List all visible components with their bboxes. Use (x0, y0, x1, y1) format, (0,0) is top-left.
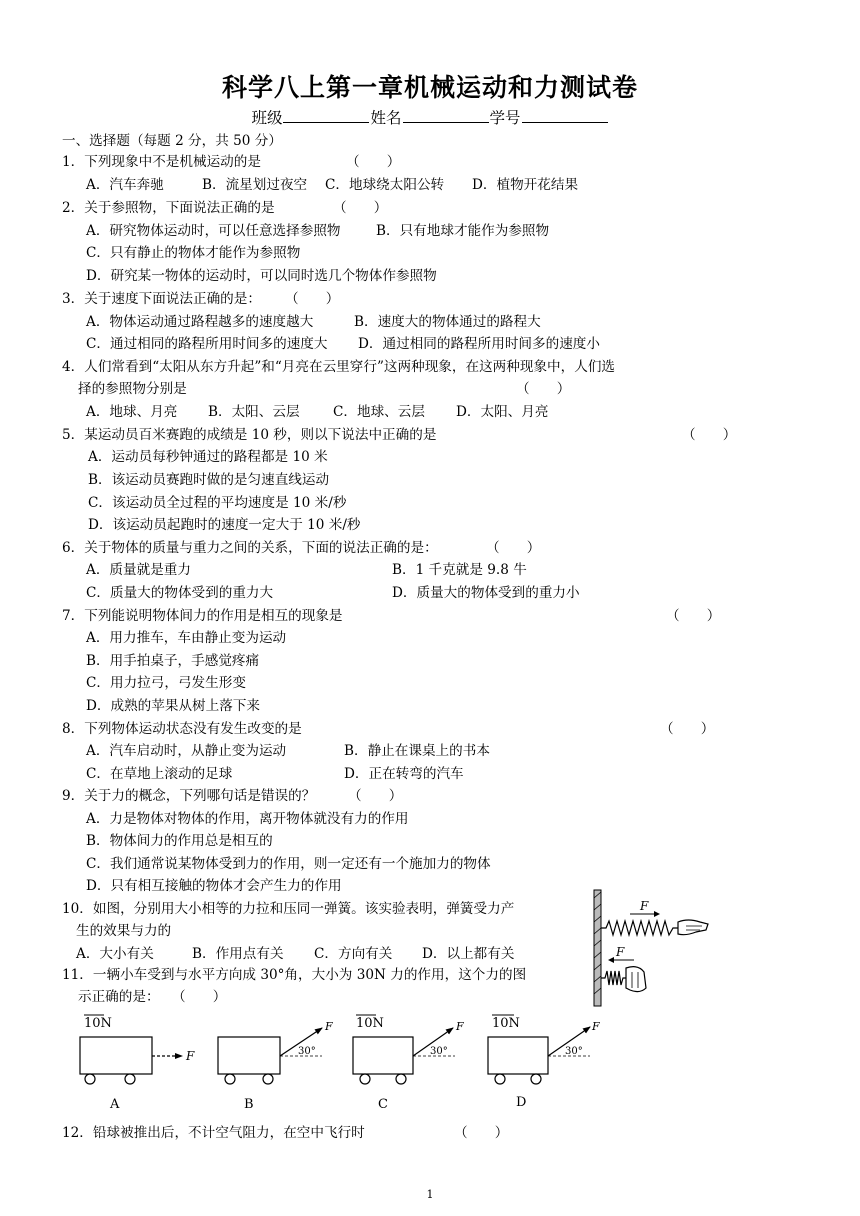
diagram-a-label: A (110, 1097, 120, 1112)
diagram-d-scale-label: 10N (492, 1016, 520, 1031)
diagram-c-force-label: F (456, 1020, 464, 1033)
question-2-option-c: C．只有静止的物体才能作为参照物 (86, 245, 301, 261)
question-7-option-c: C．用力拉弓，弓发生形变 (86, 675, 246, 691)
question-8-option-a: A．汽车启动时，从静止变为运动 (86, 743, 287, 759)
diagram-option-c (353, 1015, 464, 1112)
question-2-answer[interactable]: （ ） (333, 200, 388, 216)
page-title: 科学八上第一章机械运动和力测试卷 (221, 73, 638, 102)
question-9-option-a: A．力是物体对物体的作用，离开物体就没有力的作用 (86, 811, 409, 827)
name-label: 姓名 (370, 109, 402, 127)
question-1-option-c: C．地球绕太阳公转 (325, 177, 445, 193)
question-2-option-b: B．只有地球才能作为参照物 (376, 223, 550, 239)
diagram-option-a (80, 1015, 195, 1112)
question-7-option-b: B．用手拍桌子，手感觉疼痛 (86, 653, 260, 669)
diagram-a-scale-label: 10N (84, 1016, 112, 1031)
question-11-answer[interactable]: （ ） (172, 989, 227, 1005)
question-10-option-c: C．方向有关 (314, 946, 393, 962)
question-10-stem: 10．如图，分别用大小相等的力拉和压同一弹簧。该实验表明，弹簧受力产 (62, 901, 515, 917)
question-9-stem: 9．关于力的概念，下列哪句话是错误的？ (62, 788, 316, 804)
question-5-option-b: B．该运动员赛跑时做的是匀速直线运动 (88, 472, 330, 488)
diagram-d-force-label: F (592, 1020, 600, 1033)
question-1-answer[interactable]: （ ） (346, 154, 401, 170)
diagram-c-angle-label: 30° (430, 1046, 448, 1057)
section-heading: 一、选择题（每题 2 分，共 50 分） (62, 133, 282, 149)
question-1-option-b: B．流星划过夜空 (202, 177, 308, 193)
question-8-option-d: D．正在转弯的汽车 (344, 766, 464, 782)
question-1-option-d: D．植物开花结果 (472, 177, 579, 193)
question-2-option-a: A．研究物体运动时，可以任意选择参照物 (86, 223, 341, 239)
question-6-option-b: B．1 千克就是 9.8 牛 (392, 562, 527, 578)
question-4-option-c: C．地球、云层 (333, 404, 425, 420)
diagram-b-force-label: F (325, 1020, 333, 1033)
diagram-d-angle-label: 30° (565, 1046, 583, 1057)
question-4-option-d: D．太阳、月亮 (456, 404, 549, 420)
question-3-option-c: C．通过相同的路程所用时间多的速度大 (86, 336, 328, 352)
diagram-c-label: C (378, 1097, 388, 1112)
question-5-stem: 5．某运动员百米赛跑的成绩是 10 秒，则以下说法中正确的是 (62, 427, 437, 443)
question-1-stem: 1．下列现象中不是机械运动的是 (62, 154, 261, 170)
question-5-answer[interactable]: （ ） (682, 427, 737, 443)
question-9-answer[interactable]: （ ） (348, 788, 403, 804)
question-7-answer[interactable]: （ ） (666, 608, 721, 624)
question-3-option-a: A．物体运动通过路程越多的速度越大 (86, 314, 314, 330)
question-12-answer[interactable]: （ ） (454, 1125, 509, 1141)
question-10-option-d: D．以上都有关 (422, 946, 515, 962)
question-7-stem: 7．下列能说明物体间力的作用是相互的现象是 (62, 608, 343, 624)
diagram-d-label: D (516, 1095, 527, 1110)
spring-pull-force-label: F (640, 899, 649, 913)
student-info-line (0, 106, 860, 128)
question-11-stem: 11．一辆小车受到与水平方向成 30°角，大小为 30N 力的作用，这个力的图 (62, 967, 527, 983)
question-8-option-c: C．在草地上滚动的足球 (86, 766, 233, 782)
question-11-stem-continued: 示正确的是： (78, 989, 160, 1005)
question-10-option-b: B．作用点有关 (192, 946, 284, 962)
question-5-option-a: A．运动员每秒钟通过的路程都是 10 米 (88, 449, 328, 465)
diagram-option-b (218, 1020, 333, 1112)
question-4-stem: 4．人们常看到“太阳从东方升起”和“月亮在云里穿行”这两种现象，在这两种现象中，人们选 (62, 359, 616, 375)
diagram-c-scale-label: 10N (356, 1016, 384, 1031)
question-4-option-b: B．太阳、云层 (208, 404, 300, 420)
question-12-stem: 12．铅球被推出后，不计空气阻力，在空中飞行时 (62, 1125, 365, 1141)
question-8-answer[interactable]: （ ） (660, 721, 715, 737)
question-3-option-b: B．速度大的物体通过的路程大 (354, 314, 541, 330)
diagram-b-angle-label: 30° (298, 1046, 316, 1057)
question-7-option-d: D．成熟的苹果从树上落下来 (86, 698, 261, 714)
number-label: 学号 (489, 109, 521, 127)
question-5-option-c: C．该运动员全过程的平均速度是 10 米/秒 (88, 495, 347, 511)
question-5-option-d: D．该运动员起跑时的速度一定大于 10 米/秒 (88, 517, 361, 533)
class-label: 班级 (251, 109, 283, 127)
question-3-option-d: D．通过相同的路程所用时间多的速度小 (358, 336, 600, 352)
question-4-answer[interactable]: （ ） (516, 381, 571, 397)
question-6-option-a: A．质量就是重力 (86, 562, 191, 578)
question-8-option-b: B．静止在课桌上的书本 (344, 743, 490, 759)
spring-push-force-label: F (616, 945, 625, 959)
spring-figure (588, 888, 712, 1008)
question-10-stem-continued: 生的效果与力的 (76, 923, 172, 939)
diagram-b-label: B (244, 1097, 254, 1112)
question-9-option-b: B．物体间力的作用总是相互的 (86, 833, 273, 849)
question-2-stem: 2．关于参照物，下面说法正确的是 (62, 200, 275, 216)
force-diagram-options (70, 1010, 610, 1120)
question-10-option-a: A．大小有关 (76, 946, 154, 962)
question-6-stem: 6．关于物体的质量与重力之间的关系，下面的说法正确的是： (62, 540, 438, 556)
question-6-option-d: D．质量大的物体受到的重力小 (392, 585, 580, 601)
question-4-stem-continued: 择的参照物分别是 (78, 381, 187, 397)
question-7-option-a: A．用力推车，车由静止变为运动 (86, 630, 287, 646)
diagram-option-d (488, 1015, 600, 1110)
question-4-option-a: A．地球、月亮 (86, 404, 178, 420)
question-6-option-c: C．质量大的物体受到的重力大 (86, 585, 274, 601)
question-3-stem: 3．关于速度下面说法正确的是： (62, 291, 261, 307)
question-9-option-c: C．我们通常说某物体受到力的作用，则一定还有一个施加力的物体 (86, 856, 491, 872)
class-blank[interactable] (283, 108, 369, 123)
question-2-option-d: D．研究某一物体的运动时，可以同时选几个物体作参照物 (86, 268, 437, 284)
diagram-a-force-label: F (186, 1049, 195, 1063)
question-6-answer[interactable]: （ ） (486, 540, 541, 556)
question-8-stem: 8．下列物体运动状态没有发生改变的是 (62, 721, 302, 737)
name-blank[interactable] (403, 108, 489, 123)
number-blank[interactable] (522, 108, 608, 123)
question-9-option-d: D．只有相互接触的物体才会产生力的作用 (86, 878, 342, 894)
page-number: 1 (426, 1188, 434, 1201)
question-1-option-a: A．汽车奔驰 (86, 177, 164, 193)
question-3-answer[interactable]: （ ） (285, 291, 340, 307)
